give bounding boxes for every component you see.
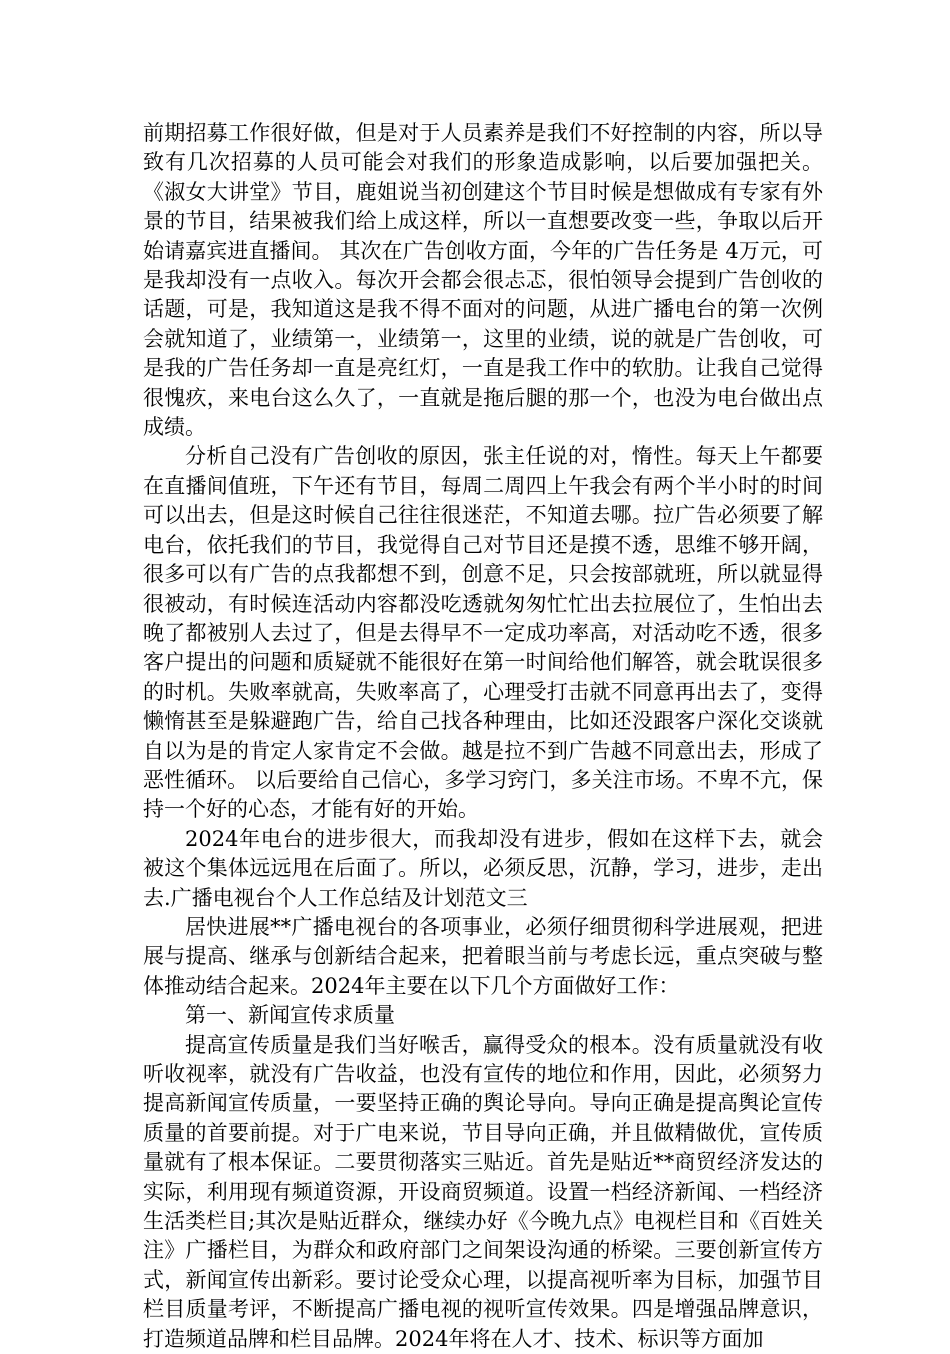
paragraph-1: 前期招募工作很好做，但是对于人员素养是我们不好控制的内容，所以导致有几次招募的人员可能会对我们的形象造成影响，以后要加强把关。《淑女大讲堂》节目，鹿姐说当初创建这个节目时候是想做成有专家有外景的节目，结果被我们给上成这样，所以一直想要改变一些，争取以后开始请嘉宾进直播间。 其次在广告创收方面，今年的广告任务是 4万元，可是我却没有一点收入。每次开会都会很忐忑，很怕领导会提到广告创收的话题，可是，我知道这是我不得不面对的问题，从进广播电台的第一次例会就知道了，业绩第一，业绩第一，这里的业绩，说的就是广告创收，可是我的广告任务却一直是亮红灯，一直是我工作中的软肋。让我自己觉得很愧疚，来电台这么久了，一直就是拖后腿的那一个，也没为电台做出点成绩。 xyxy=(143,121,823,440)
document-body xyxy=(143,119,823,1354)
paragraph-2: 分析自己没有广告创收的原因，张主任说的对，惰性。每天上午都要在直播间值班，下午还有节目，每周二周四上午我会有两个半小时的时间可以出去，但是这时候自己往往很迷茫，不知道去哪。拉广告必须要了解电台，依托我们的节目，我觉得自己对节目还是摸不透，思维不够开阔，很多可以有广告的点我都想不到，创意不足，只会按部就班，所以就显得很被动，有时候连活动内容都没吃透就匆匆忙忙出去拉展位了，生怕出去晚了都被别人去过了，但是去得早不一定成功率高，对活动吃不透，很多客户提出的问题和质疑就不能很好在第一时间给他们解答，就会耽误很多的时机。失败率就高，失败率高了，心理受打击就不同意再出去了，变得懒惰甚至是躲避跑广告，给自己找各种理由，比如还没跟客户深化交谈就自以为是的肯定人家肯定不会做。越是拉不到广告越不同意出去，形成了恶性循环。 以后要给自己信心，多学习窍门，多关注市场。不卑不亢，保持一个好的心态，才能有好的开始。 xyxy=(143,444,823,822)
paragraph-4: 居快进展**广播电视台的各项事业，必须仔细贯彻科学进展观，把进展与提高、继承与创新结合起来，把着眼当前与考虑长远，重点突破与整体推动结合起来。2024年主要在以下几个方面做好工作： xyxy=(143,914,823,998)
paragraph-5: 提高宣传质量是我们当好喉舌，赢得受众的根本。没有质量就没有收听收视率，就没有广告收益，也没有宣传的地位和作用，因此，必须努力提高新闻宣传质量，一要坚持正确的舆论导向。导向正确是提高舆论宣传质量的首要前提。对于广电来说，节目导向正确，并且做精做优，宣传质量就有了根本保证。二要贯彻落实三贴近。首先是贴近**商贸经济发达的实际，利用现有频道资源，开设商贸频道。设置一档经济新闻、一档经济生活类栏目;其次是贴近群众，继续办好《今晚九点》电视栏目和《百姓关注》广播栏目，为群众和政府部门之间架设沟通的桥梁。三要创新宣传方式，新闻宣传出新彩。要讨论受众心理，以提高视听率为目标，加强节目栏目质量考评，不断提高广播电视的视听宣传效果。四是增强品牌意识，打造频道品牌和栏目品牌。2024年将在人才、技术、标识等方面加 xyxy=(143,1032,823,1351)
section-heading: 第一、新闻宣传求质量 xyxy=(185,1003,395,1028)
paragraph-3: 2024年电台的进步很大，而我却没有进步，假如在这样下去，就会被这个集体远远甩在后面了。所以，必须反思，沉静，学习，进步，走出去.广播电视台个人工作总结及计划范文三 xyxy=(143,826,823,910)
